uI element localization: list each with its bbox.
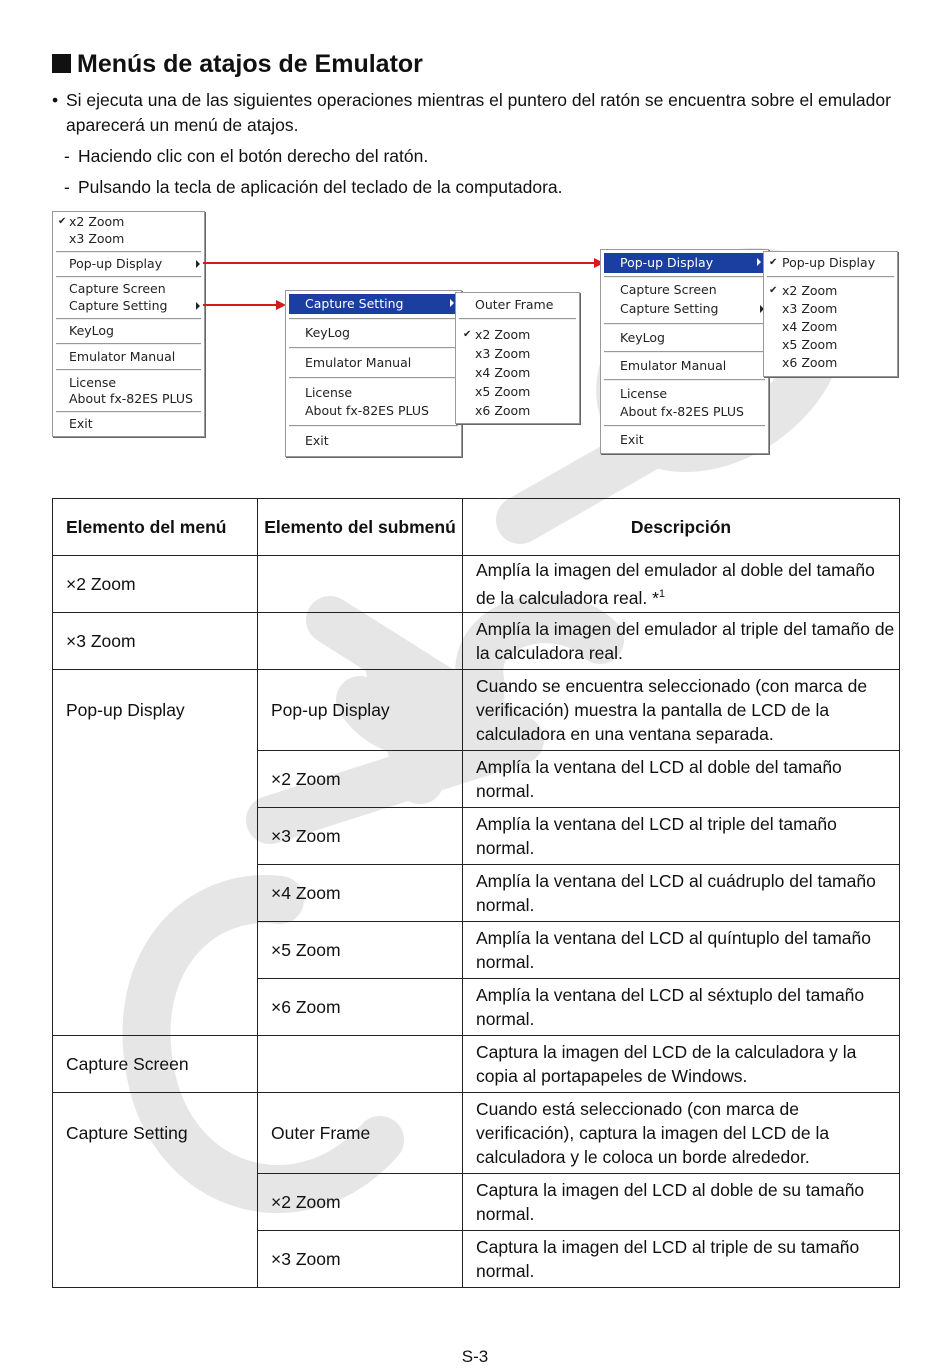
submenu-cell: ×2 Zoom bbox=[258, 1174, 463, 1231]
menu-item-emulator-manual[interactable]: Emulator Manual bbox=[305, 355, 412, 370]
menu-separator bbox=[459, 318, 576, 320]
menu-cell: ×2 Zoom bbox=[53, 556, 258, 613]
submenu-cell bbox=[258, 556, 463, 613]
submenu-cell: Outer Frame bbox=[258, 1093, 463, 1174]
menu-item-exit[interactable]: Exit bbox=[69, 416, 93, 431]
menu-item-zoom3[interactable]: x3 Zoom bbox=[475, 346, 531, 361]
pointer-arrow-capture bbox=[203, 304, 277, 306]
menu-separator bbox=[604, 323, 765, 325]
submenu-cell: Pop-up Display bbox=[258, 670, 463, 751]
checkmark-icon: ✔ bbox=[769, 285, 778, 296]
menu-separator bbox=[56, 411, 201, 413]
page-number: S-3 bbox=[461, 1347, 489, 1366]
menu-item-capture-setting[interactable]: Capture Setting bbox=[601, 300, 768, 318]
table-row bbox=[53, 556, 900, 613]
popup-display-menu bbox=[600, 249, 769, 454]
menu-item-keylog[interactable]: KeyLog bbox=[69, 323, 114, 338]
menu-separator bbox=[56, 251, 201, 253]
menu-item-popup-display-highlighted[interactable]: Pop-up Display bbox=[604, 253, 765, 273]
description-cell: Captura la imagen del LCD al triple de su tamaño normal. bbox=[463, 1231, 900, 1288]
menu-item-about[interactable]: About fx-82ES PLUS bbox=[620, 404, 744, 419]
menu-separator bbox=[604, 379, 765, 381]
menu-item-outer-frame[interactable]: Outer Frame bbox=[475, 297, 554, 312]
checkmark-icon: ✔ bbox=[58, 216, 67, 227]
menu-separator bbox=[604, 425, 765, 427]
submenu-cell bbox=[258, 613, 463, 670]
menu-separator bbox=[289, 425, 458, 427]
description-cell: Captura la imagen del LCD de la calculadora y la copia al portapapeles de Windows. bbox=[463, 1036, 900, 1093]
popup-display-submenu bbox=[763, 251, 898, 377]
menu-separator bbox=[56, 318, 201, 320]
submenu-cell: ×5 Zoom bbox=[258, 922, 463, 979]
menu-item-capture-setting[interactable]: Capture Setting bbox=[53, 297, 204, 315]
menu-item-zoom3[interactable]: x3 Zoom bbox=[782, 301, 838, 316]
menu-separator bbox=[289, 347, 458, 349]
capture-setting-submenu bbox=[455, 292, 580, 424]
menu-item-zoom2[interactable]: ✔ x2 Zoom bbox=[58, 214, 125, 229]
submenu-cell: ×3 Zoom bbox=[258, 808, 463, 865]
menu-separator bbox=[56, 343, 201, 345]
menu-item-capture-screen[interactable]: Capture Screen bbox=[620, 282, 717, 297]
description-cell: Amplía la imagen del emulador al doble del tamaño de la calculadora real. *$^1$ bbox=[463, 556, 900, 613]
submenu-cell: ×2 Zoom bbox=[258, 751, 463, 808]
checkmark-icon: ✔ bbox=[769, 257, 778, 268]
description-cell: Amplía la ventana del LCD al doble del tamaño normal. bbox=[463, 751, 900, 808]
menu-item-keylog[interactable]: KeyLog bbox=[620, 330, 665, 345]
submenu-cell: ×6 Zoom bbox=[258, 979, 463, 1036]
description-cell: Amplía la ventana del LCD al triple del tamaño normal. bbox=[463, 808, 900, 865]
menu-item-zoom4[interactable]: x4 Zoom bbox=[475, 365, 531, 380]
menu-item-capture-setting-highlighted[interactable]: Capture Setting bbox=[289, 294, 458, 314]
footnote-ref: 1 bbox=[658, 588, 666, 601]
description-cell: Cuando está seleccionado (con marca de verificación), captura la imagen del LCD de la calculadora y le coloca un borde alrededor. bbox=[463, 1093, 900, 1174]
submenu-cell: ×3 Zoom bbox=[258, 1231, 463, 1288]
pointer-arrow-popup bbox=[203, 262, 595, 264]
menu-separator bbox=[289, 377, 458, 379]
menu-separator bbox=[604, 276, 765, 278]
menu-separator bbox=[56, 369, 201, 371]
menu-cell: Capture Screen bbox=[53, 1036, 258, 1093]
menu-separator bbox=[767, 276, 894, 278]
menu-cell: Pop-up Display bbox=[53, 670, 258, 1036]
page-title: Menús de atajos de Emulator bbox=[52, 50, 423, 79]
description-cell: Amplía la ventana del LCD al séxtuplo del tamaño normal. bbox=[463, 979, 900, 1036]
menu-item-exit[interactable]: Exit bbox=[305, 433, 329, 448]
menu-item-popup-display[interactable]: ✔ Pop-up Display bbox=[769, 255, 876, 270]
menu-separator bbox=[604, 351, 765, 353]
checkmark-icon: ✔ bbox=[463, 329, 472, 340]
description-cell: Captura la imagen del LCD al doble de su tamaño normal. bbox=[463, 1174, 900, 1231]
column-header: Elemento del submenú bbox=[258, 499, 463, 556]
menu-item-zoom6[interactable]: x6 Zoom bbox=[475, 403, 531, 418]
table-header-row bbox=[53, 499, 900, 556]
submenu-arrow-icon bbox=[757, 258, 761, 266]
menu-cell: Capture Setting bbox=[53, 1093, 258, 1288]
submenu-arrow-icon bbox=[196, 302, 200, 310]
menu-item-zoom5[interactable]: x5 Zoom bbox=[475, 384, 531, 399]
intro bbox=[52, 88, 902, 200]
menu-item-zoom2[interactable]: ✔ x2 Zoom bbox=[463, 327, 531, 342]
menu-item-about[interactable]: About fx-82ES PLUS bbox=[305, 403, 429, 418]
menu-item-zoom4[interactable]: x4 Zoom bbox=[782, 319, 838, 334]
menu-item-zoom5[interactable]: x5 Zoom bbox=[782, 337, 838, 352]
menu-item-emulator-manual[interactable]: Emulator Manual bbox=[620, 358, 727, 373]
intro-item: - Pulsando la tecla de aplicación del teclado de la computadora. bbox=[64, 177, 563, 197]
description-cell: Amplía la ventana del LCD al quíntuplo del tamaño normal. bbox=[463, 922, 900, 979]
menu-separator bbox=[56, 276, 201, 278]
submenu-cell bbox=[258, 1036, 463, 1093]
submenu-arrow-icon bbox=[450, 299, 454, 307]
intro-bullet: • Si ejecuta una de las siguientes operaciones mientras el puntero del ratón se encuentra sobre el emulador aparecerá un menú de atajos. bbox=[52, 90, 891, 135]
shortcut-menu-table bbox=[52, 498, 900, 1288]
table-row bbox=[53, 1093, 900, 1174]
menu-cell: ×3 Zoom bbox=[53, 613, 258, 670]
intro-item: - Haciendo clic con el botón derecho del ratón. bbox=[64, 146, 429, 166]
column-header: Elemento del menú bbox=[53, 499, 258, 556]
menu-item-emulator-manual[interactable]: Emulator Manual bbox=[69, 349, 176, 364]
submenu-cell: ×4 Zoom bbox=[258, 865, 463, 922]
menu-item-exit[interactable]: Exit bbox=[620, 432, 644, 447]
menu-item-keylog[interactable]: KeyLog bbox=[305, 325, 350, 340]
capture-setting-menu bbox=[285, 290, 462, 457]
menu-item-zoom3[interactable]: x3 Zoom bbox=[69, 231, 125, 246]
menu-separator bbox=[289, 318, 458, 320]
table-row bbox=[53, 1036, 900, 1093]
main-shortcut-menu bbox=[52, 211, 205, 437]
menu-item-license[interactable]: License bbox=[69, 375, 117, 390]
description-cell: Amplía la ventana del LCD al cuádruplo del tamaño normal. bbox=[463, 865, 900, 922]
column-header: Descripción bbox=[463, 499, 900, 556]
menu-item-license[interactable]: License bbox=[305, 385, 353, 400]
menu-item-license[interactable]: License bbox=[620, 386, 668, 401]
square-bullet-icon bbox=[52, 54, 71, 73]
description-cell: Cuando se encuentra seleccionado (con marca de verificación) muestra la pantalla de LCD de la calculadora en una ventana separada. bbox=[463, 670, 900, 751]
menu-item-about[interactable]: About fx-82ES PLUS bbox=[69, 391, 193, 406]
menu-item-capture-screen[interactable]: Capture Screen bbox=[69, 281, 166, 296]
menu-item-popup-display[interactable]: Pop-up Display bbox=[53, 255, 204, 273]
menu-item-zoom2[interactable]: ✔ x2 Zoom bbox=[769, 283, 838, 298]
menu-item-zoom6[interactable]: x6 Zoom bbox=[782, 355, 838, 370]
table-row bbox=[53, 670, 900, 751]
submenu-arrow-icon bbox=[196, 260, 200, 268]
table-row bbox=[53, 613, 900, 670]
description-cell: Amplía la imagen del emulador al triple del tamaño de la calculadora real. bbox=[463, 613, 900, 670]
